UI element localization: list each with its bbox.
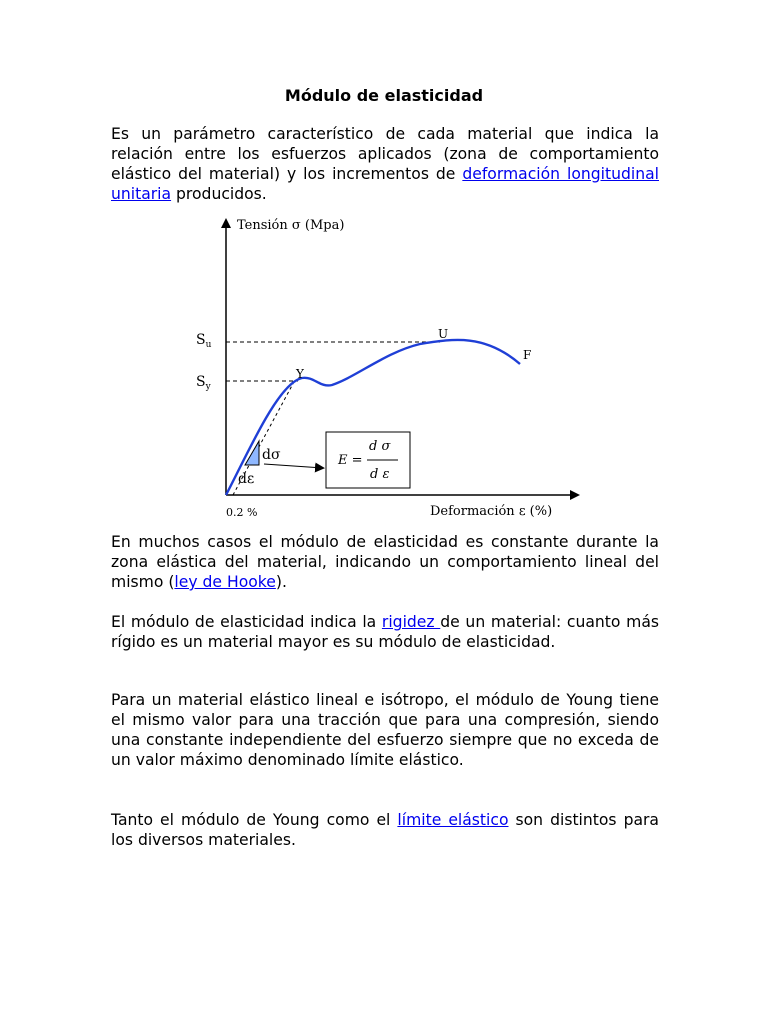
sy-label bbox=[196, 374, 212, 392]
hooke-text-start: En muchos casos el módulo de elasticidad es constante durante la zona elástica del material, indicando un comportamiento lineal del mismo ( bbox=[111, 533, 659, 591]
rigidez-text-start: El módulo de elasticidad indica la bbox=[111, 613, 382, 631]
link-deformacion-longitudinal[interactable]: deformación longitudinal unitaria bbox=[111, 165, 659, 203]
sy-letter: S bbox=[196, 374, 206, 390]
limite-text-end: son distintos para los diversos materiales. bbox=[111, 811, 659, 849]
su-letter: S bbox=[196, 332, 206, 348]
depsilon-label: dε bbox=[238, 471, 255, 487]
formula-numerator: d σ bbox=[369, 439, 391, 454]
link-rigidez[interactable]: rigidez bbox=[381, 613, 441, 631]
intro-paragraph bbox=[111, 124, 659, 204]
stress-strain-figure bbox=[190, 212, 590, 522]
formula-lhs: E = bbox=[338, 453, 363, 468]
paragraph-rigidez bbox=[111, 612, 659, 652]
formula-arrow bbox=[264, 464, 323, 468]
page-title: Módulo de elasticidad bbox=[284, 86, 484, 105]
y-axis-label: Tensión σ (Mpa) bbox=[237, 218, 345, 233]
intro-text-start: Es un parámetro característico de cada material que indica la relación entre los esfuerzos aplicados (zona de comportamiento elástico del material) y los incrementos de bbox=[111, 125, 659, 183]
paragraph-limite bbox=[111, 810, 659, 850]
paragraph-young: Para un material elástico lineal e isótropo, el módulo de Young tiene el mismo valor para una tracción que para una compresión, siendo una constante independiente del esfuerzo siempre que no exceda de un valor máximo denominado límite elástico. bbox=[111, 691, 659, 769]
su-subscript: u bbox=[205, 340, 212, 350]
x-axis-label: Deformación ε (%) bbox=[430, 504, 553, 519]
offset-label: 0.2 % bbox=[226, 506, 258, 519]
limite-text-start: Tanto el módulo de Young como el bbox=[111, 811, 398, 829]
sy-subscript: y bbox=[205, 382, 211, 392]
point-u-label: U bbox=[438, 327, 449, 341]
formula-denominator: d ε bbox=[370, 467, 390, 482]
link-limite-elastico[interactable]: límite elástico bbox=[397, 811, 509, 829]
su-label bbox=[196, 332, 212, 350]
link-ley-de-hooke[interactable]: ley de Hooke bbox=[174, 573, 276, 591]
hooke-text-end: ). bbox=[275, 573, 287, 591]
intro-text-end: producidos. bbox=[171, 185, 267, 203]
point-f-label: F bbox=[523, 348, 532, 362]
point-y-label: Y bbox=[296, 367, 304, 381]
rigidez-text-end: de un material: cuanto más rígido es un material mayor es su módulo de elasticidad. bbox=[111, 613, 659, 651]
dsigma-label: dσ bbox=[262, 447, 281, 463]
paragraph-hooke bbox=[111, 532, 659, 592]
